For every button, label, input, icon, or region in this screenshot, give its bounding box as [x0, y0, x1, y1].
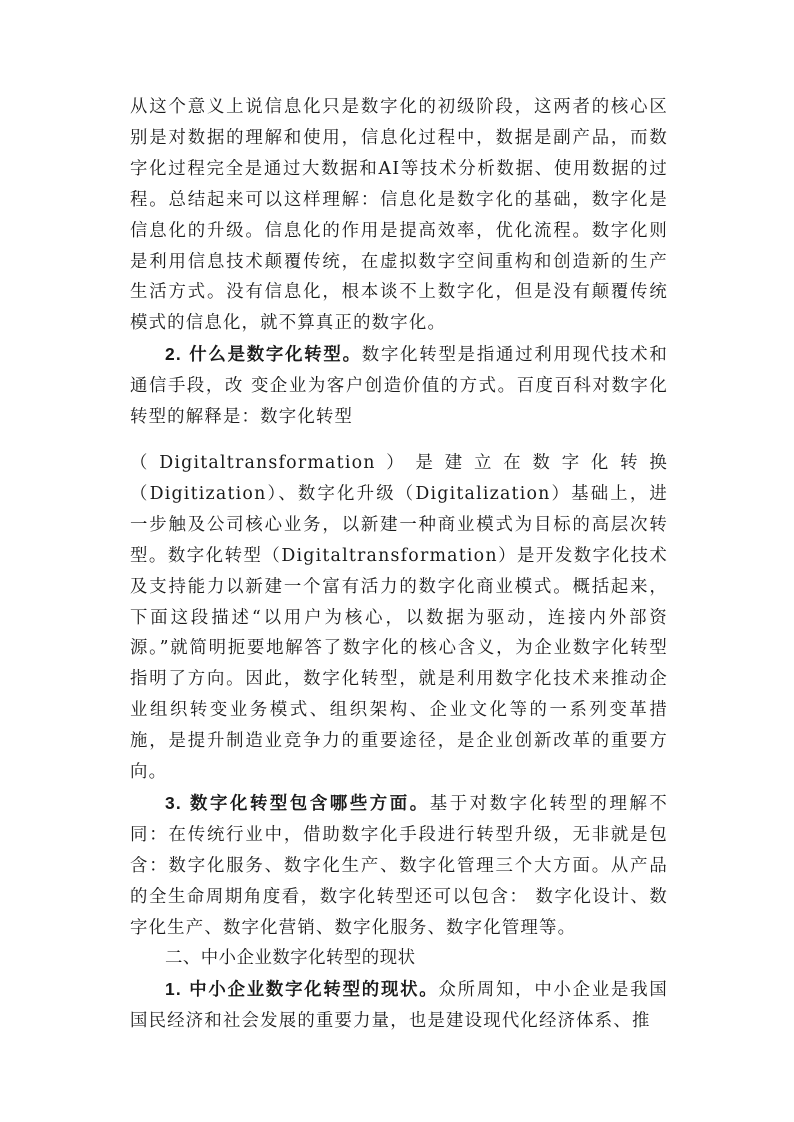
list-item-aspects-of-digital-transformation — [130, 788, 668, 944]
item-text: 基于对数字化转型的理解不同：在传统行业中，借助数字化手段进行转型升级，无非就是包含：数字化服务、数字化生产、数字化管理三个大方面。从产品的全生命周期角度看，数字化转型还可以包含： 数字化设计、数字化生产、数字化营销、数字化服务、数字化管理等。 — [130, 793, 669, 938]
list-item-sme-status — [130, 974, 668, 1037]
document-body — [130, 92, 668, 1037]
item-text: 数字化转型是指通过利用现代技术和通信手段，改 变企业为客户创造价值的方式。百度百科对数字化转型的解释是：数字化转型 — [130, 345, 668, 428]
item-number: 1. — [165, 979, 182, 1000]
list-item-what-is-digital-transformation — [130, 339, 668, 433]
item-title: 中小企业数字化转型的现状。 — [189, 980, 439, 1001]
item-number: 2. — [165, 344, 182, 365]
section-heading: 二、中小企业数字化转型的现状 — [165, 948, 416, 969]
item-title: 什么是数字化转型。 — [189, 345, 362, 366]
item-title: 数字化转型包含哪些方面。 — [190, 793, 430, 814]
item-number: 3. — [165, 792, 182, 813]
item-text: 众所周知，中小企业是我国国民经济和社会发展的重要力量，也是建设现代化经济体系、推 — [130, 980, 668, 1032]
paragraph-digital-transformation-definition: （Digitaltransformation）是建立在数字化转换（Digitization）、数字化升级（Digitalization）基础上，进一步触及公司核心业务，以新建一种商业模式为目标的高层次转型。数字化转型（Digitaltransformation）是开发数字化技术及支持能力以新建一个富有活力的数字化商业模式。概括起来，下面这段描述“以用户为核心，以数据为驱动，连接内外部资源。”就简明扼要地解答了数字化的核心含义，为企业数字化转型指明了方向。因此，数字化转型，就是利用数字化技术来推动企业组织转变业务模式、组织架构、企业文化等的一系列变革措施，是提升制造业竞争力的重要途径，是企业创新改革的重要方向。 — [130, 452, 668, 783]
paragraph-informatization-vs-digitalization: 从这个意义上说信息化只是数字化的初级阶段，这两者的核心区别是对数据的理解和使用，信息化过程中，数据是副产品，而数字化过程完全是通过大数据和AI等技术分析数据、使用数据的过程。总结起来可以这样理解：信息化是数字化的基础，数字化是信息化的升级。信息化的作用是提高效率，优化流程。数字化则是利用信息技术颠覆传统，在虚拟数字空间重构和创造新的生产生活方式。没有信息化，根本谈不上数字化，但是没有颠覆传统模式的信息化，就不算真正的数字化。 — [130, 97, 668, 334]
